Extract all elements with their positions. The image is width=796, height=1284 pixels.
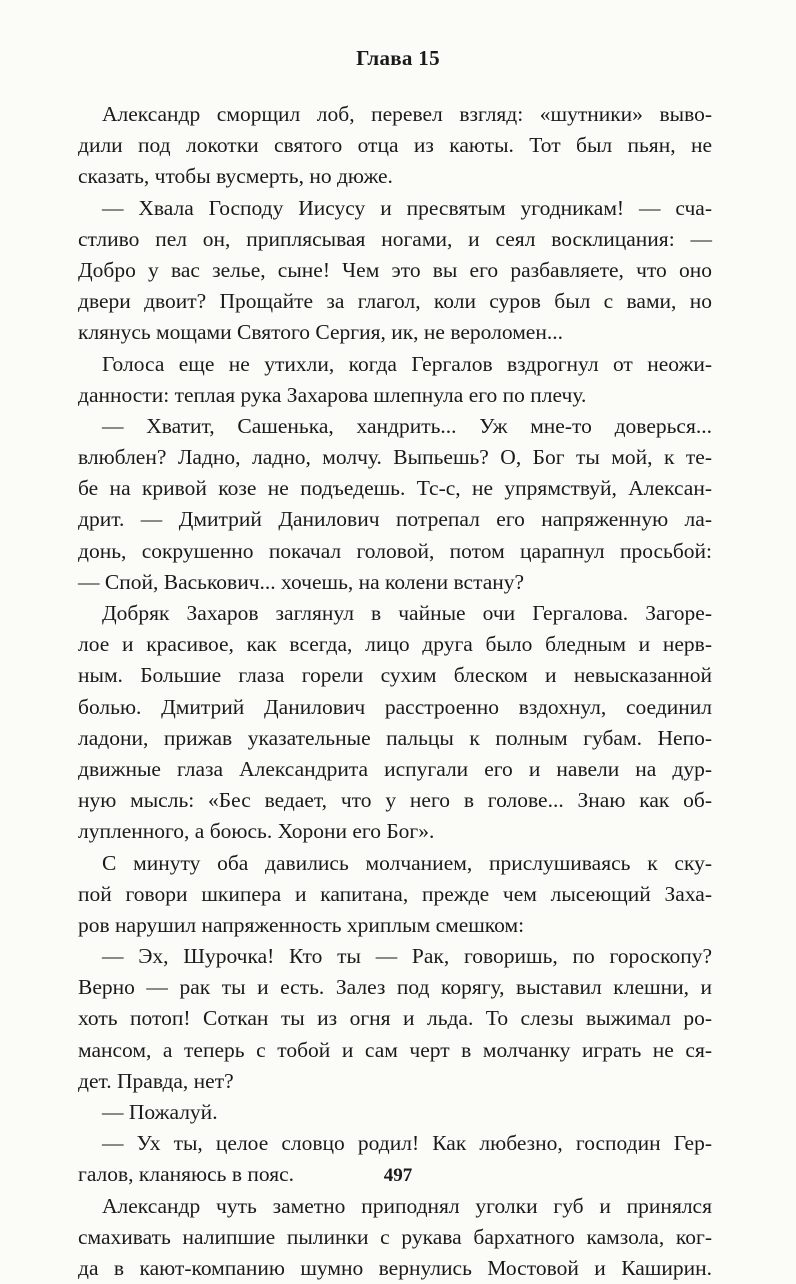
text-line: Александр чуть заметно приподнял уголки губ и принялся [102,1193,712,1218]
text-line: данности: теплая рука Захарова шлепнула его по плечу. [78,382,587,407]
text-line: — Хвала Господу Иисусу и пресвятым угодникам! — сча- [102,195,712,220]
text-line: донь, сокрушенно покачал головой, потом царапнул просьбой: [78,538,712,563]
text-line: галов, кланяюсь в пояс. [78,1162,295,1187]
text-line: бе на кривой козе не подъедешь. Тс-с, не упрямствуй, Алексан- [78,476,712,501]
text-line: — Хватит, Сашенька, хандрить... Уж мне-то доверься... [102,413,712,438]
text-line: болью. Дмитрий Данилович расстроенно вздохнул, соединил [78,694,712,719]
text-line: клянусь мощами Святого Сергия, ик, не вероломен... [78,320,563,345]
text-line: — Ух ты, целое словцо родил! Как любезно, господин Гер- [102,1131,712,1156]
text-line: пой говори шкипера и капитана, прежде чем лысеющий Заха- [78,881,712,906]
text-line: стливо пел он, приплясывая ногами, и сеял восклицания: — [78,226,712,251]
body-text [78,99,712,1284]
text-line: Голоса еще не утихли, когда Гергалов вздрогнул от неожи- [102,351,712,376]
text-line: ным. Большие глаза горели сухим блеском и невысказанной [78,663,712,688]
text-line: ров нарушил напряженность хриплым смешком: [78,912,525,937]
text-line: ную мысль: «Бес ведает, что у него в голове... Знаю как об- [78,788,712,813]
text-line: лупленного, а боюсь. Хорони его Бог». [78,819,435,844]
text-line: — Пожалуй. [102,1100,218,1124]
text-line: движные глаза Александрита испугали его и навели на дур- [78,756,712,781]
text-line: двери двоит? Прощайте за глагол, коли суров был с вами, но [78,289,712,314]
text-line: дили под локотки святого отца из каюты. Тот был пьян, не [78,133,712,158]
text-line: влюблен? Ладно, ладно, молчу. Выпьешь? О, Бог ты мой, к те- [78,445,712,470]
text-line: Верно — рак ты и есть. Залез под корягу, выставил клешни, и [78,975,712,1000]
chapter-title: Глава 15 [356,46,440,70]
text-line: дет. Правда, нет? [78,1068,234,1093]
text-line: С минуту оба давились молчанием, прислушиваясь к ску- [102,850,712,875]
text-line: ладони, прижав указательные пальцы к полным губам. Непо- [78,725,712,750]
text-line: Добро у вас зелье, сыне! Чем это вы его разбавляете, что оно [78,257,712,282]
text-line: — Эх, Шурочка! Кто ты — Рак, говоришь, по гороскопу? [102,944,712,969]
text-line: лое и красивое, как всегда, лицо друга было бледным и нерв- [78,632,712,657]
text-line: мансом, а теперь с тобой и сам черт в молчанку играть не ся- [78,1037,712,1062]
text-line: хоть потоп! Соткан ты из огня и льда. То слезы выжимал ро- [78,1006,712,1031]
text-line: смахивать налипшие пылинки с рукава бархатного камзола, ког- [78,1224,712,1249]
page-number: 497 [383,1165,413,1186]
text-line: сказать, чтобы вусмерть, но дюже. [78,164,393,189]
text-line: да в кают-компанию шумно вернулись Мостовой и Каширин. [78,1255,712,1280]
text-line: Добряк Захаров заглянул в чайные очи Гергалова. Загоре- [102,601,712,625]
text-line: — Спой, Васькович... хочешь, на колени встану? [78,569,525,594]
text-line: дрит. — Дмитрий Данилович потрепал его напряженную ла- [78,507,712,532]
text-line: Александр сморщил лоб, перевел взгляд: «шутники» выво- [102,102,712,126]
